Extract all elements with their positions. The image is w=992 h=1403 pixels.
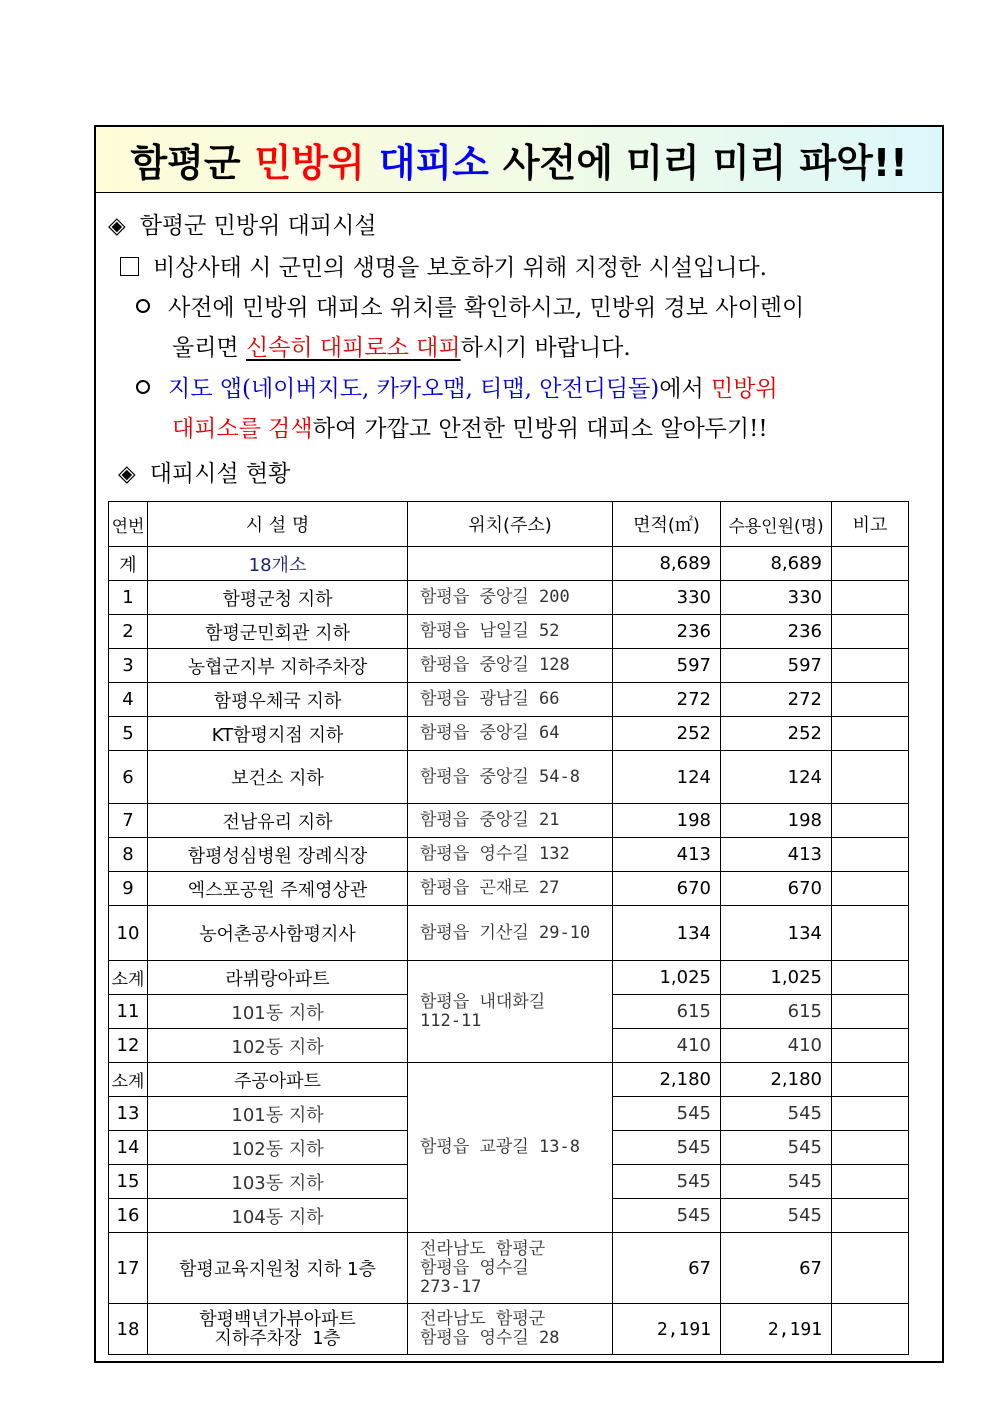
row-area: 252 — [613, 717, 721, 751]
row-location: 함평읍 기산길 29-10 — [408, 906, 613, 961]
row-note — [832, 683, 909, 717]
row-no: 16 — [109, 1199, 148, 1233]
bullet2-red-text-2: 대피소를 검색 — [172, 416, 313, 442]
row-capacity: 134 — [721, 906, 832, 961]
table-header-row — [109, 502, 909, 547]
circle-bullet-icon — [136, 380, 150, 394]
title-part-3: 대피소 — [378, 141, 489, 185]
row-capacity: 545 — [721, 1131, 832, 1165]
total-row — [109, 547, 909, 581]
row-name: 함평군청 지하 — [148, 581, 408, 615]
row-no: 1 — [109, 581, 148, 615]
row-area: 545 — [613, 1097, 721, 1131]
row-name: 103동 지하 — [148, 1165, 408, 1199]
row-capacity: 330 — [721, 581, 832, 615]
table-row — [109, 717, 909, 751]
location-line: 전라남도 함평군 — [420, 1238, 546, 1259]
group2-location-text: 함평읍 교광길 13-8 — [420, 1137, 580, 1157]
row-no: 2 — [109, 615, 148, 649]
row-note — [832, 961, 909, 995]
row-capacity: 410 — [721, 1029, 832, 1063]
row-no: 8 — [109, 838, 148, 872]
row-area: 615 — [613, 995, 721, 1029]
row-capacity: 2,191 — [721, 1304, 832, 1355]
row-note — [832, 615, 909, 649]
row-area: 236 — [613, 615, 721, 649]
group1-location — [408, 961, 613, 1063]
row-no: 10 — [109, 906, 148, 961]
bullet2-text-2: 하여 가깝고 안전한 민방위 대피소 알아두기!! — [312, 416, 768, 442]
row-note — [832, 872, 909, 906]
subtotal-capacity: 1,025 — [721, 961, 832, 995]
subtotal-label: 소계 — [109, 1063, 148, 1097]
bullet2-mid-text: 에서 — [659, 376, 712, 402]
row-name: 함평교육지원청 지하 1층 — [148, 1233, 408, 1304]
row-capacity: 252 — [721, 717, 832, 751]
row-name: 102동 지하 — [148, 1029, 408, 1063]
row-location — [408, 1233, 613, 1304]
row-area: 670 — [613, 872, 721, 906]
location-line: 함평읍 영수길 — [420, 1257, 529, 1278]
section1-heading — [108, 207, 377, 240]
row-name: 엑스포공원 주제영상관 — [148, 872, 408, 906]
row-note — [832, 1165, 909, 1199]
circle-bullet-icon — [136, 299, 150, 313]
row-area: 272 — [613, 683, 721, 717]
row-name: 함평성심병원 장례식장 — [148, 838, 408, 872]
table-row — [109, 872, 909, 906]
row-location: 함평읍 중앙길 64 — [408, 717, 613, 751]
diamond-bullet-icon: ◈ — [118, 461, 136, 487]
row-name: KT함평지점 지하 — [148, 717, 408, 751]
table-row — [109, 683, 909, 717]
row-location: 함평읍 중앙길 21 — [408, 804, 613, 838]
section2-heading-text: 대피시설 현황 — [149, 461, 291, 487]
subtotal-row — [109, 1063, 909, 1097]
col-header-name: 시 설 명 — [148, 502, 408, 547]
bullet1-line2 — [172, 329, 631, 362]
row-area: 410 — [613, 1029, 721, 1063]
row-note — [832, 1131, 909, 1165]
row-name: 함평군민회관 지하 — [148, 615, 408, 649]
row-location: 함평읍 남일길 52 — [408, 615, 613, 649]
row-no: 17 — [109, 1233, 148, 1304]
row-name: 104동 지하 — [148, 1199, 408, 1233]
row-area: 330 — [613, 581, 721, 615]
row-area: 545 — [613, 1199, 721, 1233]
bullet1-text-1: 사전에 민방위 대피소 위치를 확인하시고, 민방위 경보 사이렌이 — [168, 295, 805, 321]
name-line: 지하주차장 1층 — [214, 1328, 341, 1349]
row-capacity: 198 — [721, 804, 832, 838]
col-header-location: 위치(주소) — [408, 502, 613, 547]
shelter-table — [108, 501, 909, 1355]
table-row — [109, 1233, 909, 1304]
row-area: 597 — [613, 649, 721, 683]
row-name: 전남유리 지하 — [148, 804, 408, 838]
total-capacity: 8,689 — [721, 547, 832, 581]
row-no: 6 — [109, 751, 148, 804]
row-capacity: 545 — [721, 1199, 832, 1233]
row-capacity: 272 — [721, 683, 832, 717]
row-name: 농어촌공사함평지사 — [148, 906, 408, 961]
row-no: 13 — [109, 1097, 148, 1131]
bullet1-text-2a: 울리면 — [172, 335, 246, 361]
row-capacity: 413 — [721, 838, 832, 872]
col-header-capacity: 수용인원(명) — [721, 502, 832, 547]
row-note — [832, 751, 909, 804]
subtotal-name: 주공아파트 — [148, 1063, 408, 1097]
row-no: 15 — [109, 1165, 148, 1199]
row-capacity: 545 — [721, 1097, 832, 1131]
row-no: 12 — [109, 1029, 148, 1063]
row-note — [832, 804, 909, 838]
group1-location-text: 함평읍 내대화길 112-11 — [420, 991, 546, 1031]
row-no: 11 — [109, 995, 148, 1029]
subtotal-area: 1,025 — [613, 961, 721, 995]
bullet1-line1 — [136, 289, 804, 322]
row-capacity: 236 — [721, 615, 832, 649]
subtotal-name: 라뷔랑아파트 — [148, 961, 408, 995]
page-title — [96, 127, 942, 193]
row-no: 5 — [109, 717, 148, 751]
row-note — [832, 1233, 909, 1304]
subtotal-area: 2,180 — [613, 1063, 721, 1097]
row-area: 134 — [613, 906, 721, 961]
title-part-2: 민방위 — [254, 141, 365, 185]
row-no: 9 — [109, 872, 148, 906]
row-capacity: 670 — [721, 872, 832, 906]
row-no: 7 — [109, 804, 148, 838]
group2-location — [408, 1063, 613, 1233]
total-no: 계 — [109, 547, 148, 581]
total-area: 8,689 — [613, 547, 721, 581]
col-header-note: 비고 — [832, 502, 909, 547]
location-line: 전라남도 함평군 — [420, 1309, 546, 1329]
row-name: 함평우체국 지하 — [148, 683, 408, 717]
bullet2-red-text: 민방위 — [711, 376, 778, 402]
subtotal-label: 소계 — [109, 961, 148, 995]
row-area: 198 — [613, 804, 721, 838]
section1-heading-text: 함평군 민방위 대피시설 — [139, 213, 377, 239]
table-row — [109, 649, 909, 683]
row-no: 14 — [109, 1131, 148, 1165]
diamond-bullet-icon: ◈ — [108, 213, 126, 239]
table-row — [109, 1304, 909, 1355]
table-row — [109, 838, 909, 872]
row-note — [832, 995, 909, 1029]
row-capacity: 124 — [721, 751, 832, 804]
table-row — [109, 906, 909, 961]
total-location — [408, 547, 613, 581]
row-area: 545 — [613, 1165, 721, 1199]
row-note — [832, 1063, 909, 1097]
name-line: 함평백년가뷰아파트 — [199, 1309, 356, 1330]
row-note — [832, 1029, 909, 1063]
section2-heading — [118, 455, 290, 488]
row-location: 함평읍 중앙길 200 — [408, 581, 613, 615]
intro-text: 비상사태 시 군민의 생명을 보호하기 위해 지정한 시설입니다. — [153, 255, 767, 281]
row-note — [832, 838, 909, 872]
row-note — [832, 581, 909, 615]
row-name — [148, 1304, 408, 1355]
row-capacity: 67 — [721, 1233, 832, 1304]
total-note — [832, 547, 909, 581]
subtotal-capacity: 2,180 — [721, 1063, 832, 1097]
row-note — [832, 1199, 909, 1233]
total-name: 18개소 — [148, 547, 408, 581]
row-location: 함평읍 중앙길 128 — [408, 649, 613, 683]
map-apps-text: 지도 앱(네이버지도, 카카오맵, 티맵, 안전디딤돌) — [168, 376, 660, 402]
location-line: 273-17 — [420, 1276, 482, 1297]
table-row — [109, 581, 909, 615]
row-name: 농협군지부 지하주차장 — [148, 649, 408, 683]
row-location: 함평읍 곤재로 27 — [408, 872, 613, 906]
bullet1-emphasis: 신속히 대피로소 대피 — [245, 335, 461, 361]
title-part-4: 사전에 미리 미리 파악!! — [502, 141, 908, 185]
row-area: 413 — [613, 838, 721, 872]
row-capacity: 545 — [721, 1165, 832, 1199]
square-bullet-icon — [120, 257, 139, 276]
row-name: 101동 지하 — [148, 995, 408, 1029]
bullet2-line2 — [172, 410, 768, 443]
subtotal-row — [109, 961, 909, 995]
row-location: 함평읍 광남길 66 — [408, 683, 613, 717]
row-note — [832, 717, 909, 751]
col-header-area: 면적(㎡) — [613, 502, 721, 547]
row-capacity: 615 — [721, 995, 832, 1029]
bullet2-line1 — [136, 370, 778, 403]
row-note — [832, 649, 909, 683]
row-no: 3 — [109, 649, 148, 683]
col-header-no: 연번 — [109, 502, 148, 547]
row-note — [832, 1097, 909, 1131]
row-area: 545 — [613, 1131, 721, 1165]
row-area: 67 — [613, 1233, 721, 1304]
row-location: 함평읍 중앙길 54-8 — [408, 751, 613, 804]
document-frame — [94, 125, 944, 1363]
table-row — [109, 751, 909, 804]
table-row — [109, 615, 909, 649]
row-no: 18 — [109, 1304, 148, 1355]
row-location — [408, 1304, 613, 1355]
row-note — [832, 1304, 909, 1355]
row-area: 124 — [613, 751, 721, 804]
location-line: 함평읍 영수길 28 — [420, 1328, 560, 1348]
table-row — [109, 804, 909, 838]
row-capacity: 597 — [721, 649, 832, 683]
row-area: 2,191 — [613, 1304, 721, 1355]
intro-line — [120, 249, 767, 282]
bullet1-text-2b: 하시기 바랍니다. — [460, 335, 631, 361]
title-part-1: 함평군 — [130, 141, 241, 185]
row-location: 함평읍 영수길 132 — [408, 838, 613, 872]
row-name: 102동 지하 — [148, 1131, 408, 1165]
row-name: 101동 지하 — [148, 1097, 408, 1131]
row-no: 4 — [109, 683, 148, 717]
row-note — [832, 906, 909, 961]
row-name: 보건소 지하 — [148, 751, 408, 804]
